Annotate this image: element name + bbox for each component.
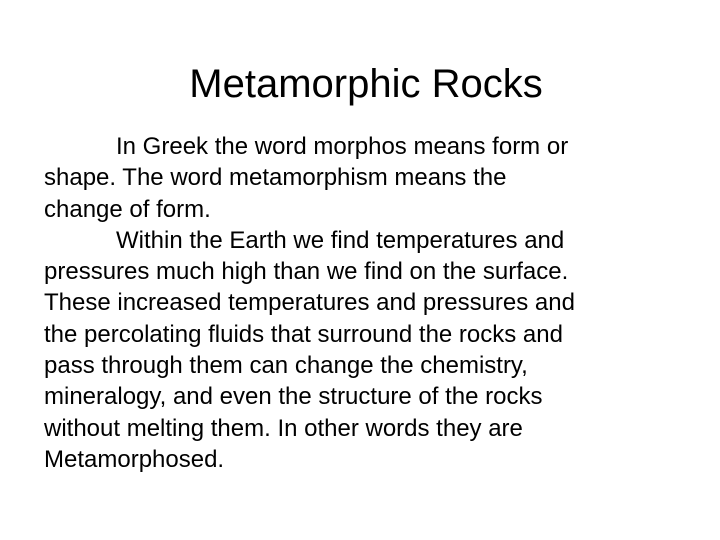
paragraph-earth-conditions [44,225,684,475]
text-line: pressures much high than we find on the surface. [44,258,569,286]
text-line: Metamorphosed. [44,445,225,473]
text-line: Within the Earth we find temperatures and [116,226,565,254]
text-line: pass through them can change the chemistry, [44,352,528,380]
text-line: without melting them. In other words they are [44,414,523,442]
text-line: In Greek the word morphos means form or [116,133,569,160]
text-line: change of form. [44,195,211,223]
slide-title: Metamorphic Rocks [189,62,543,106]
text-line: shape. The word metamorphism means the [44,164,507,192]
paragraph-greek-origin [44,131,684,225]
text-line: mineralogy, and even the structure of the rocks [44,383,543,411]
text-line: These increased temperatures and pressures and [44,289,575,317]
slide-body [44,131,684,475]
text-line: the percolating fluids that surround the rocks and [44,320,563,348]
